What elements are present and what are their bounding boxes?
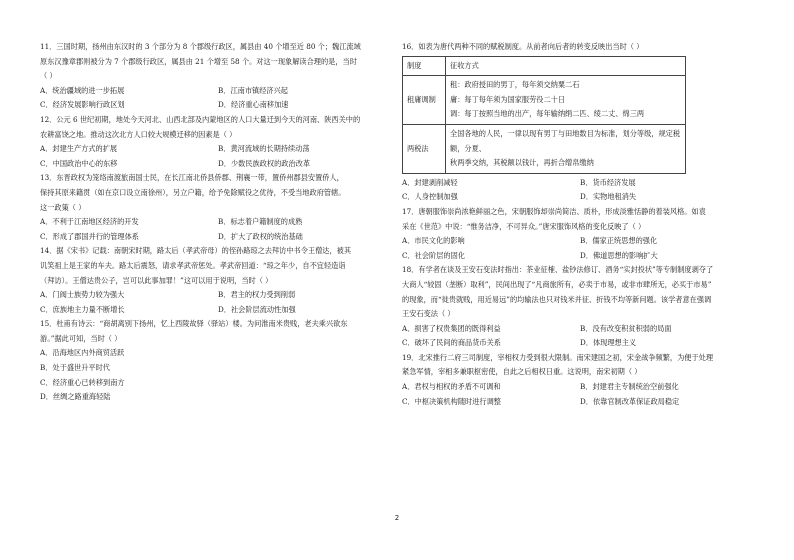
option-a: A．市民文化的影响 [402, 236, 465, 246]
options [40, 288, 392, 317]
option-c: C．中国政治中心的东移 [40, 158, 118, 168]
options [40, 215, 392, 244]
option-c: C．中枢决策机构随时进行调整 [402, 396, 501, 406]
method-line: 调：每丁按照当地的出产，每年输纳绢二匹、绫二丈、绵三两 [450, 109, 645, 119]
option-a: A．不利于江南地区经济的开发 [40, 217, 139, 227]
question-line: 紧急军情，宰相多兼职枢密使，自此之后相权日重。这说明，南宋初期（ ） [402, 367, 642, 377]
option-b: B．黄河流域的长期持续动荡 [218, 144, 310, 154]
right-column [402, 40, 768, 409]
question-line: 17．唐朝服饰崇尚浓艳鲜丽之色，宋朝服饰却崇尚简洁、质朴，形成淡雅恬静的着装风格。如袁 [402, 206, 706, 216]
table-row [403, 76, 686, 125]
question-15 [40, 317, 392, 405]
option-b: B．君主的权力受到削弱 [218, 290, 296, 300]
question-line: 18．有学者在谈及王安石变法时指出：茶业征榷、盐钞法修订、酒务“实封投状”等专制制度剥夺了 [402, 265, 714, 275]
option-b: B．处于盛世升平时代 [40, 363, 110, 373]
option-d: D．依靠官制改革保证政局稳定 [580, 396, 680, 406]
question-line: 19．北宋推行二府三司制度，宰相权力受到很大限制。南宋建国之初，宋金战争频繁，为便于处理 [402, 352, 714, 362]
option-a: A．门阀士族势力较为强大 [40, 290, 125, 300]
option-a: A．统治疆域的进一步拓展 [40, 85, 125, 95]
tax-system-table [402, 56, 686, 174]
option-d: D．实物地租消失 [580, 192, 637, 202]
option-d-part1: D．体现理想主义 [580, 338, 637, 348]
table-cell-method [446, 76, 686, 125]
option-c: C．社会阶层的固化 [402, 250, 466, 260]
option-c: C．形成了郡国并行的管理体系 [40, 231, 139, 241]
question-14 [40, 244, 392, 317]
table-header-row [403, 56, 686, 76]
option-a: A．损害了权贵集团的既得利益 [402, 323, 501, 333]
option-c: C．经济重心已转移到南方 [40, 377, 125, 387]
option-c: C．庶族地主力量不断增长 [40, 304, 125, 314]
question-line: 原东汉豫章郡则被分为 7 个郡级行政区，属县由 21 个增至 58 个。对这一现象解读合理的是，当时 [40, 56, 357, 66]
question-line: 这一政策（ ） [40, 202, 86, 212]
option-b: B．儒家正统思想的强化 [580, 236, 658, 246]
option-d: D．经济重心南移加速 [218, 100, 289, 110]
option-a: A．封建剥削减轻 [402, 177, 458, 187]
question-line: 采在《世范》中说：“惟务洁净，不可异众。”唐宋服饰风格的变化反映了（ ） [402, 221, 646, 231]
options [40, 142, 392, 171]
option-c: C．破坏了民间的商品货币关系 [402, 338, 501, 348]
question-18 [402, 263, 768, 351]
method-line: 庸：每丁每年须为国家服劳役二十日 [450, 94, 566, 104]
method-line: 全国各地的人民，一律以现有男丁与田地数目为标准，划分等级，规定税额，分夏、 [450, 128, 681, 153]
option-d [580, 336, 758, 351]
option-b: B．没有改变积贫积弱的局面 [580, 323, 672, 333]
question-line: 农耕富饶之地。推动这次北方人口较大规模迁移的因素是（ ） [40, 129, 237, 139]
question-line: 14．据《宋书》记载：南朝宋时期，路太后（孝武帝母）的侄孙路琼之去拜访中书令王僧达，被其 [40, 246, 352, 256]
options [402, 176, 768, 205]
option-b: B．标志着户籍制度的成熟 [218, 217, 303, 227]
question-line: 16．如表为唐代两种不同的赋税制度。从前者向后者的转变反映出当时（ ） [402, 42, 644, 51]
option-d: D．佛道思想的影响扩大 [580, 250, 658, 260]
table-cell-method [446, 124, 686, 173]
question-line: 保持其原来籍贯（如在京口设立南徐州），另立户籍，给予免除赋役之优待，不受当地政府管辖。 [40, 187, 346, 197]
question-11 [40, 40, 392, 113]
question-line: 王安石变法（ ） [402, 309, 455, 319]
option-a: A．封建生产方式的扩展 [40, 144, 118, 154]
table-cell-system: 租庸调制 [403, 76, 446, 125]
question-line: 讥笑祖上是王家的车夫。路太后震怒，请求孝武帝惩处。孝武帝回道：“琼之年少，自不宜轻造诣 [40, 260, 346, 270]
option-d: D．丝绸之路重海轻陆 [40, 392, 111, 402]
question-line: 12．公元 6 世纪初期，地处今天河北、山西北部及内蒙地区的人口大量迁到今天的河南、陕西关中的 [40, 114, 361, 124]
option-a: A．沿海地区内外商贸活跃 [40, 348, 125, 358]
options [402, 234, 768, 263]
table-cell-system: 两税法 [403, 124, 446, 173]
question-line: （拜访）。王僧达贵公子，岂可以此事加罪！”这可以用于说明，当时（ ） [40, 275, 273, 285]
option-d: D．社会阶层流动性加强 [218, 304, 296, 314]
options [402, 380, 768, 409]
option-c: C．人身控制加强 [402, 192, 458, 202]
table-header-cell: 征收方式 [446, 56, 686, 76]
option-c: C．经济发展影响行政区划 [40, 100, 125, 110]
option-d: D．少数民族政权的政治改革 [218, 158, 311, 168]
table-header-cell: 制度 [403, 56, 446, 76]
option-a: A．君权与相权的矛盾不可调和 [402, 382, 501, 392]
question-12 [40, 113, 392, 171]
option-b: B．货币经济发展 [580, 177, 636, 187]
option-b: B．封建君主专制统治空前强化 [580, 382, 679, 392]
options [402, 322, 768, 351]
option-b: B．江南市镇经济兴起 [218, 85, 288, 95]
question-16 [402, 40, 768, 205]
question-line: 的现象，而“徙贵就贱，用近易远”的均输法也只对钱米并征、折钱不均等新问题。该学者意在强调 [402, 294, 712, 304]
table-row [403, 124, 686, 173]
page-number: 2 [394, 514, 400, 522]
question-line: 游。”据此可知，当时（ ） [40, 333, 122, 343]
method-line: 租：政府授田的男丁，每年须交纳粟二石 [450, 80, 580, 90]
question-19 [402, 351, 768, 409]
options [40, 84, 392, 113]
question-line: 大商人“较固（垄断）取利”，民间出现了“凡商旅所有，必卖于市易，或非市肆所无，必买于市易” [402, 279, 712, 289]
question-13 [40, 171, 392, 244]
question-17 [402, 205, 768, 263]
question-line: 15．杜甫有诗云：“商胡离别下扬州，忆上西陵故驿（驿站）楼。为问淮南米贵贱，老夫乘兴欲东 [40, 319, 348, 329]
method-line: 秋两季交纳，其税额以钱计，再折合缯帛缴纳 [450, 158, 594, 168]
question-line: （ ） [40, 71, 57, 81]
option-d: D．扩大了政权的统治基础 [218, 231, 303, 241]
left-column [40, 40, 392, 405]
question-line: 11．三国时期，扬州由东汉时的 3 个部分为 8 个郡级行政区，属县由 40 个增至近 80 个；魏江流域 [40, 42, 361, 51]
question-line: 13．东晋政权为笼络南渡旅南国士民，在长江南北侨县侨郡、荆襄一带，置侨州郡县安置侨人， [40, 173, 344, 183]
